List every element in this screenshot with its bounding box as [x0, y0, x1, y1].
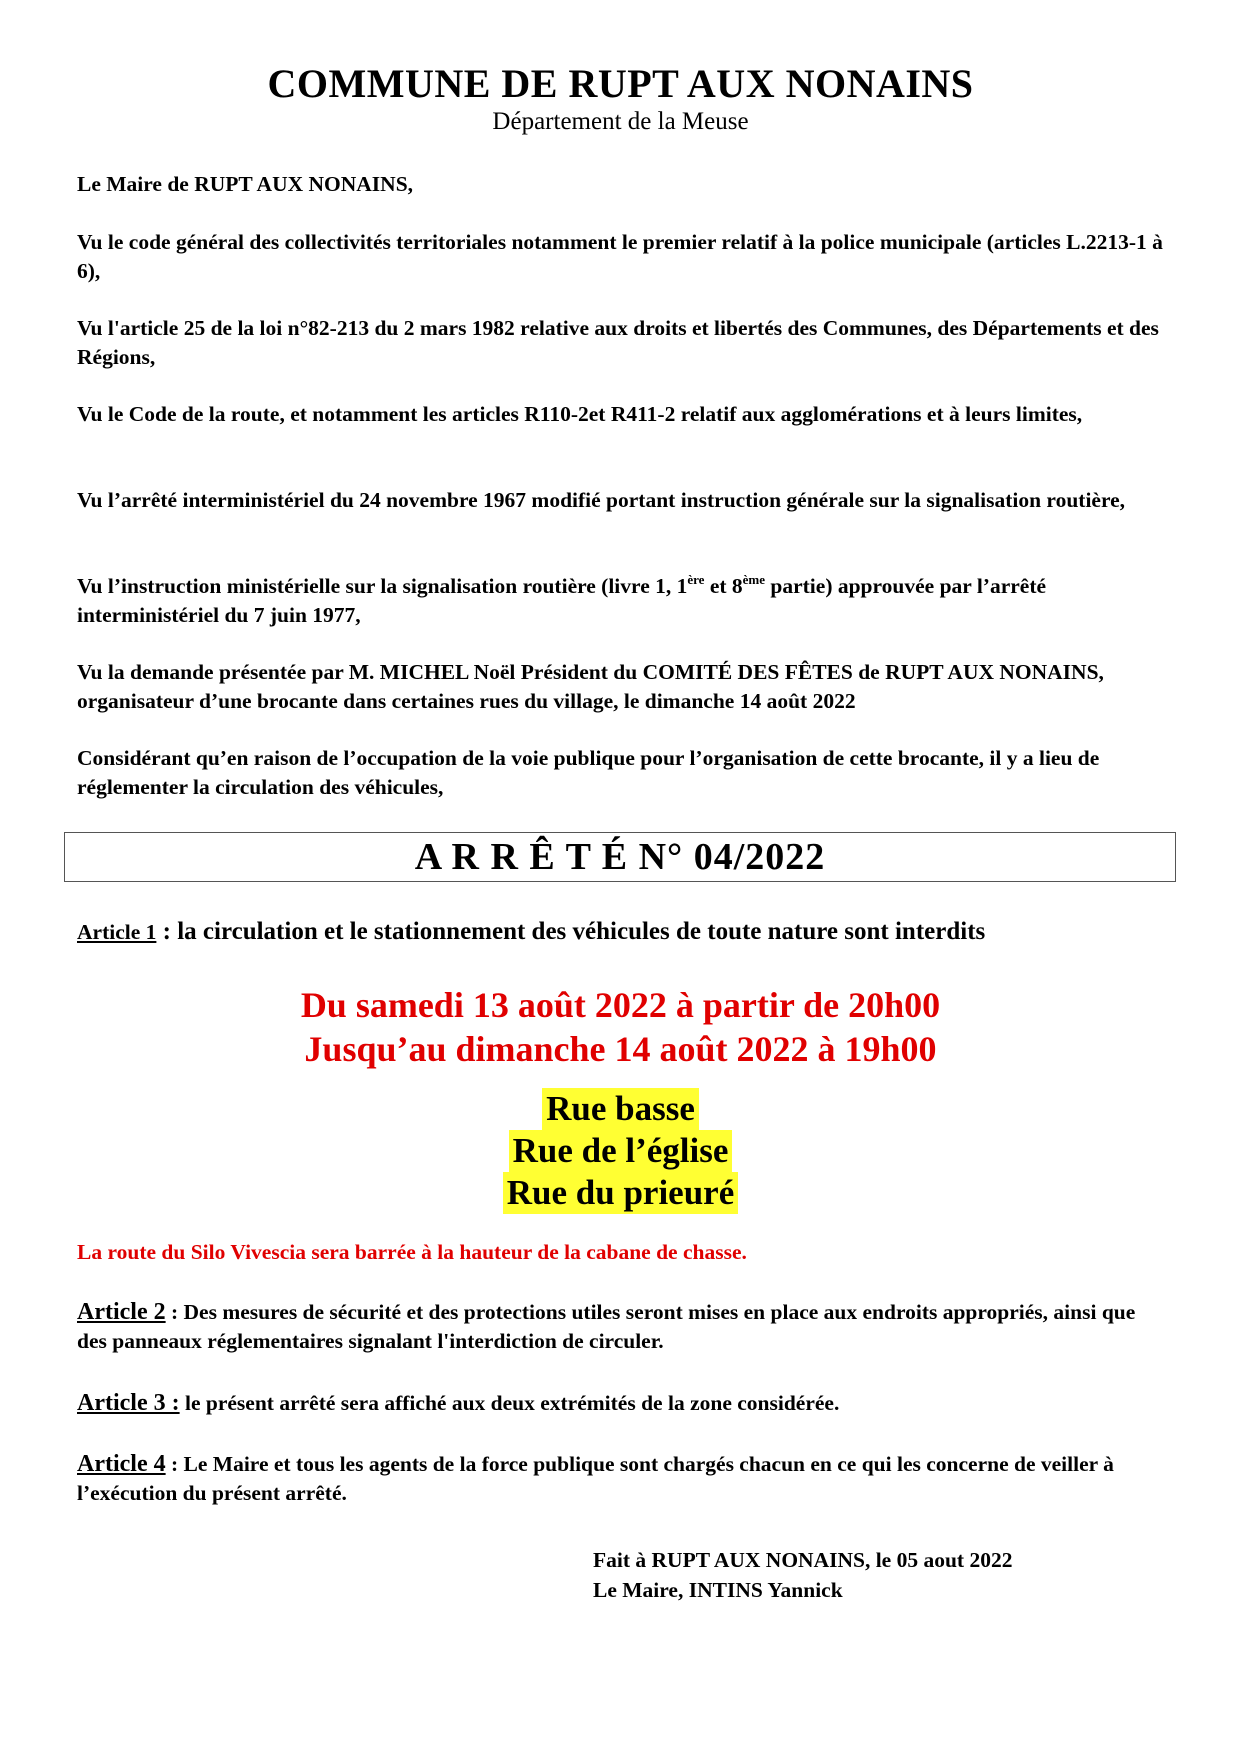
vu-paragraph-1: Vu le code général des collectivités territoriales notamment le premier relatif à la police municipale (articles L.2213-1 à 6), — [77, 230, 1163, 283]
article-4-label: Article 4 — [77, 1451, 166, 1477]
street-item: Rue basse — [542, 1088, 699, 1130]
vu5-text-1: Vu l’instruction ministérielle sur la signalisation routière (livre 1, 1 — [77, 574, 688, 598]
article-3-text: le présent arrêté sera affiché aux deux extrémités de la zone considérée. — [179, 1391, 840, 1415]
considerant-paragraph: Considérant qu’en raison de l’occupation de la voie publique pour l’organisation de cette brocante, il y a lieu de réglementer la circulation des véhicules, — [77, 746, 1100, 799]
arrete-title: A R R Ê T É N° 04/2022 — [414, 836, 826, 878]
vu-paragraph-5 — [77, 572, 1167, 630]
commune-title: COMMUNE DE RUPT AUX NONAINS — [267, 61, 974, 106]
arrete-title-box — [64, 832, 1176, 882]
article-1 — [77, 918, 1197, 946]
maire-line: Le Maire de RUPT AUX NONAINS, — [77, 172, 414, 196]
date-start: Du samedi 13 août 2022 à partir de 20h00 — [300, 985, 941, 1025]
article-4-text: : Le Maire et tous les agents de la force publique sont chargés chacun en ce qui les concerne de veiller à l’exécution du présent arrêté. — [77, 1452, 1114, 1505]
department-subtitle: Département de la Meuse — [492, 108, 749, 135]
article-2-label: Article 2 — [77, 1299, 166, 1325]
signature-name: Le Maire, INTINS Yannick — [593, 1578, 843, 1602]
vu5-superscript-2: ème — [742, 572, 766, 587]
article-2 — [77, 1298, 1167, 1356]
vu-paragraph-6: Vu la demande présentée par M. MICHEL Noël Président du COMITÉ DES FÊTES de RUPT AUX NONAINS, organisateur d’une brocante dans certaines rues du village, le dimanche 14 août 2022 — [77, 660, 1104, 713]
vu-paragraph-3: Vu le Code de la route, et notamment les articles R110-2et R411-2 relatif aux agglomérations et à leurs limites, — [77, 402, 1083, 426]
article-1-text: : la circulation et le stationnement des véhicules de toute nature sont interdits — [156, 918, 986, 945]
article-3 — [77, 1389, 1167, 1418]
vu-paragraph-2: Vu l'article 25 de la loi n°82-213 du 2 mars 1982 relative aux droits et libertés des Communes, des Départements et des Régions, — [77, 316, 1159, 369]
article-2-text: : Des mesures de sécurité et des protections utiles seront mises en place aux endroits appropriés, ainsi que des panneaux réglementaires signalant l'interdiction de circuler. — [77, 1300, 1136, 1353]
date-end: Jusqu’au dimanche 14 août 2022 à 19h00 — [304, 1029, 937, 1069]
vu-paragraph-4: Vu l’arrêté interministériel du 24 novembre 1967 modifié portant instruction générale sur la signalisation routière, — [77, 488, 1126, 512]
road-closure-notice: La route du Silo Vivescia sera barrée à la hauteur de la cabane de chasse. — [77, 1240, 747, 1264]
vu5-text-3: partie) approuvée par l’arrêté interministériel du 7 juin 1977, — [77, 574, 1047, 627]
interdiction-dates — [0, 983, 1241, 1071]
article-4 — [77, 1450, 1167, 1508]
signature-block — [593, 1545, 1012, 1605]
vu5-text-2: et 8 — [704, 574, 743, 598]
signature-place-date: Fait à RUPT AUX NONAINS, le 05 aout 2022 — [593, 1548, 1013, 1572]
article-1-label: Article 1 — [77, 920, 157, 944]
streets-list — [0, 1088, 1241, 1214]
vu5-superscript-1: ère — [687, 572, 705, 587]
street-item: Rue du prieuré — [503, 1172, 739, 1214]
article-3-label: Article 3 : — [77, 1390, 180, 1416]
street-item: Rue de l’église — [509, 1130, 733, 1172]
